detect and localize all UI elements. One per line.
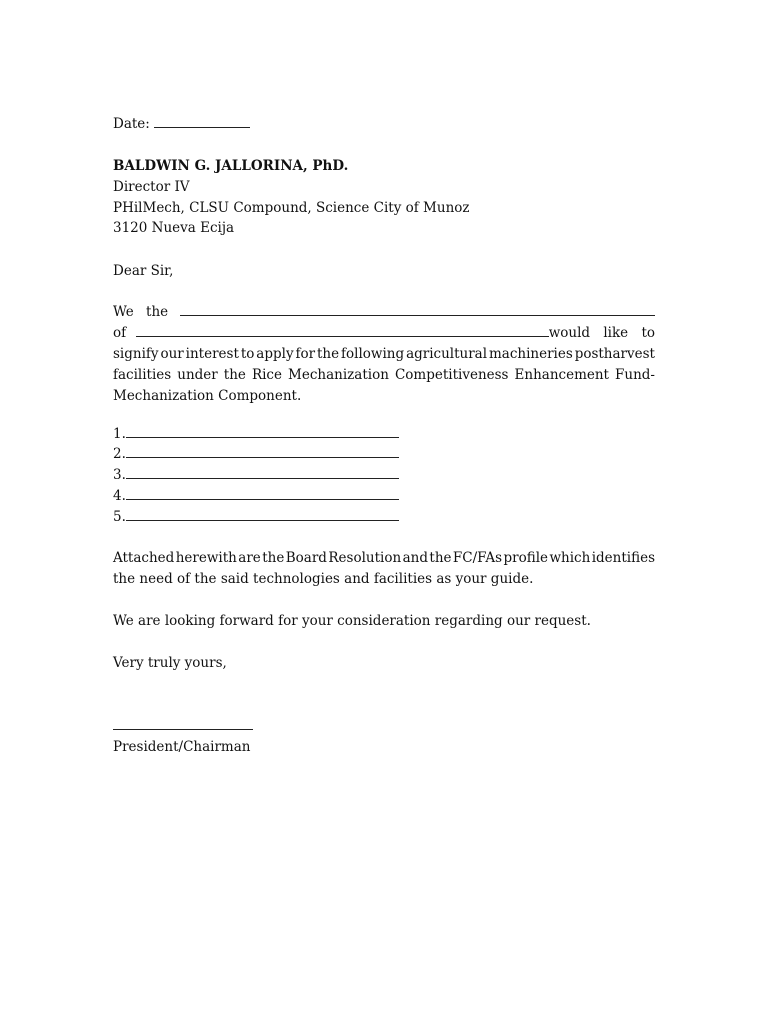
list-item <box>113 507 399 527</box>
list-blank[interactable] <box>126 465 399 479</box>
list-number: 5. <box>113 509 126 525</box>
recipient-name: BALDWIN G. JALLORINA, PhD. <box>113 158 349 174</box>
closing: Very truly yours, <box>113 655 227 671</box>
body-word: facilities <box>113 367 172 383</box>
body-word: Competitiveness <box>394 367 509 383</box>
body-word: Enhancement <box>514 367 609 383</box>
body-word: the <box>262 550 285 566</box>
list-blank[interactable] <box>126 424 399 438</box>
list-blank[interactable] <box>126 486 399 500</box>
signature-line <box>113 716 253 736</box>
attached-line-1 <box>113 548 655 568</box>
body-line1-start: We the <box>113 304 169 320</box>
body-word: Fund- <box>615 367 655 383</box>
body-word: to <box>240 346 255 362</box>
body-word: profile <box>503 550 549 566</box>
recipient-title: Director IV <box>113 179 190 195</box>
body-word: Attached <box>113 550 175 566</box>
body-word: herewith <box>175 550 237 566</box>
body-word: machineries <box>488 346 573 362</box>
list-item <box>113 465 399 485</box>
body-word: Board <box>285 550 327 566</box>
body-word: signify <box>113 346 159 362</box>
body-word: Resolution <box>328 550 402 566</box>
body-word: which <box>549 550 591 566</box>
body-word: apply <box>256 346 294 362</box>
list-item <box>113 444 399 464</box>
body-word: are <box>238 550 261 566</box>
body-word: the <box>223 367 246 383</box>
body-line2-start: of <box>113 325 127 341</box>
body-word: interest <box>185 346 239 362</box>
closing-request: We are looking forward for your consideration regarding our request. <box>113 613 591 629</box>
body-word: and <box>402 550 428 566</box>
body-line2-end: would like to <box>548 325 655 341</box>
body-word: Mechanization <box>288 367 389 383</box>
body-word: under <box>177 367 218 383</box>
list-blank[interactable] <box>126 444 399 458</box>
date-label: Date: <box>113 116 150 132</box>
list-item <box>113 486 399 506</box>
body-word: the <box>429 550 452 566</box>
location-blank[interactable] <box>136 323 549 337</box>
body-line-4 <box>113 365 655 385</box>
body-word: Rice <box>251 367 282 383</box>
body-word: FC/FAs <box>452 550 503 566</box>
list-number: 4. <box>113 488 126 504</box>
salutation: Dear Sir, <box>113 263 174 279</box>
list-item <box>113 424 399 444</box>
organization-blank[interactable] <box>180 302 655 316</box>
body-line-3 <box>113 344 655 364</box>
body-word: agricultural <box>406 346 488 362</box>
body-line-2 <box>113 323 655 343</box>
list-number: 3. <box>113 467 126 483</box>
list-number: 2. <box>113 446 126 462</box>
recipient-address-line2: 3120 Nueva Ecija <box>113 220 235 236</box>
date-blank[interactable] <box>154 114 250 128</box>
date-line <box>113 114 250 134</box>
recipient-address-line1: PHilMech, CLSU Compound, Science City of Munoz <box>113 200 470 216</box>
body-word: for <box>295 346 316 362</box>
body-word: following <box>341 346 405 362</box>
body-word: postharvest <box>574 346 655 362</box>
list-number: 1. <box>113 426 126 442</box>
body-line-5: Mechanization Component. <box>113 388 302 404</box>
signature-title: President/Chairman <box>113 739 251 755</box>
list-blank[interactable] <box>126 507 399 521</box>
body-word: identifies <box>591 550 655 566</box>
attached-line-2: the need of the said technologies and facilities as your guide. <box>113 571 534 587</box>
body-word: our <box>160 346 184 362</box>
signature-blank[interactable] <box>113 716 253 730</box>
body-line-1 <box>113 302 655 322</box>
body-word: the <box>317 346 340 362</box>
